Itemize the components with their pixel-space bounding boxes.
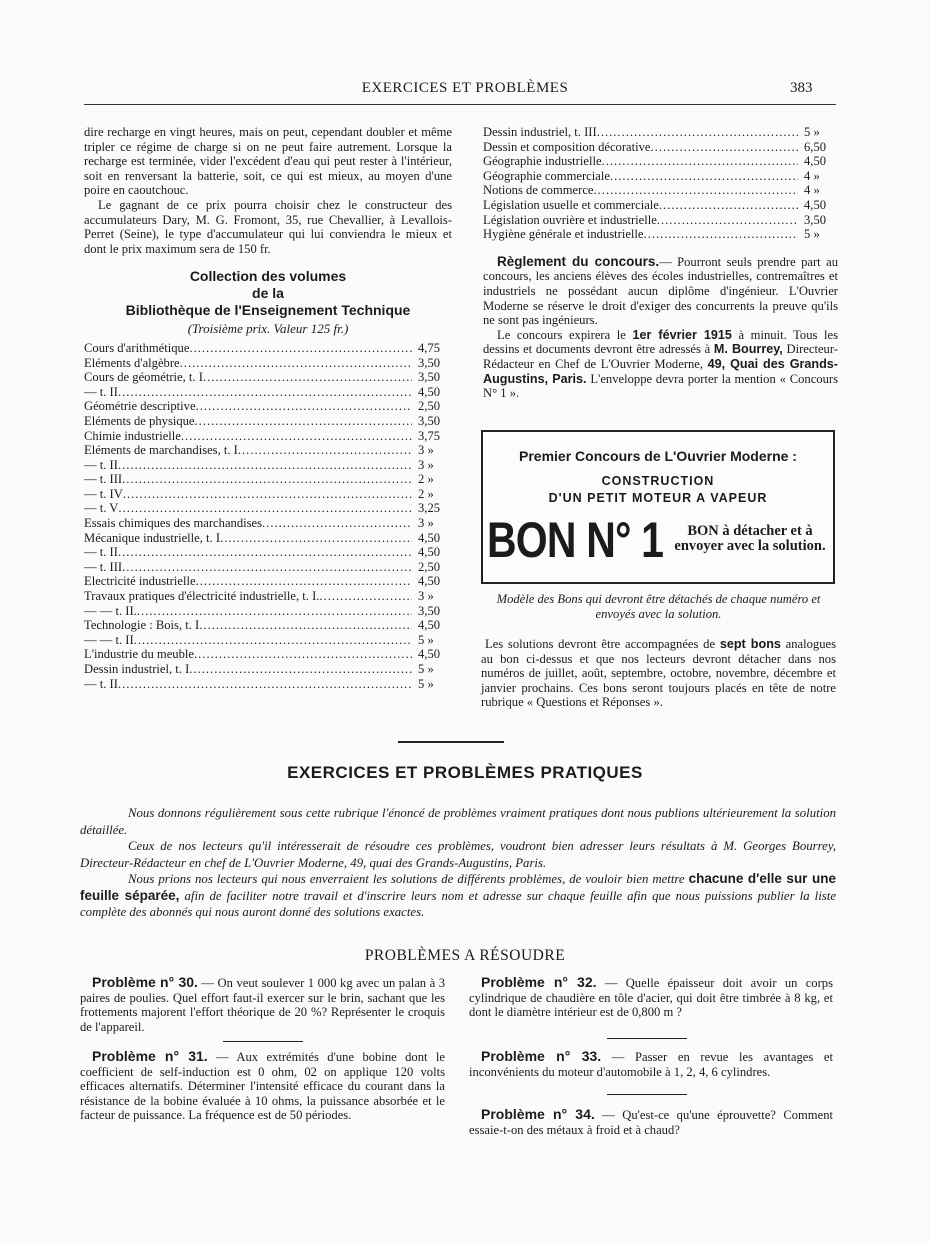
coupon-subtitle-2: D'UN PETIT MOTEUR A VAPEUR [548, 491, 768, 505]
price-list-item [483, 154, 838, 169]
intro-paragraph-3: Nous prions nos lecteurs qui nous enverraient les solutions de différents problèmes, de vouloir bien mettre chacune d'elle sur une feuille séparée, afin de faciliter notre travail et d'inscrire leurs nom et adresse sur chaque feuille afin que nous puissions publier la liste complète des abonnés qui nous auront donné des solutions exactes. [80, 871, 837, 919]
dot-leader [180, 356, 412, 371]
collection-title: Collection des volumes de la Bibliothèque de l'Enseignement Technique [125, 268, 411, 319]
dot-leader [199, 618, 412, 633]
dot-leader [195, 414, 412, 429]
right-column [483, 125, 838, 401]
page-number: 383 [790, 80, 813, 96]
item-title: Eléments d'algèbre [84, 355, 180, 370]
problem-31: Problème n° 31. — Aux extrémités d'une bobine dont le coefficient de self-induction est 0 ohm, 02 on applique 120 volts efficaces alternatifs. Déterminer l'intensité efficace du courant dans la résistance de la bobine évaluée à 10 ohms, la puissance absorbée et le facteur de puissance. La fréquence est de 50 périodes. [80, 1048, 445, 1123]
item-title: — t. III [84, 472, 123, 487]
item-title: Dessin et composition décorative [483, 139, 651, 154]
item-title: — t. IV [84, 486, 123, 501]
problem-divider [223, 1041, 303, 1042]
dot-leader [194, 647, 412, 662]
item-title: Législation usuelle et commerciale [483, 197, 659, 212]
price-list-item [84, 341, 452, 356]
price-list-item [84, 589, 452, 604]
coupon-title: Premier Concours de L'Ouvrier Moderne : [519, 448, 797, 464]
price-list-item [84, 574, 452, 589]
price-list-item [84, 604, 452, 619]
dot-leader [262, 516, 412, 531]
item-price: 5 » [418, 676, 434, 691]
price-list-item [483, 183, 838, 198]
item-price: 5 » [804, 227, 820, 242]
problem-30: Problème n° 30. — On veut soulever 1 000 kg avec un palan à 3 paires de poulies. Quel effort faut-il exercer sur le brin, sachant que les frottements majorent l'effort théorique de 20 %? Représenter le croquis de l'appareil. [80, 974, 445, 1034]
price-list-item [84, 487, 452, 502]
coupon-box [481, 430, 835, 584]
section-intro [80, 805, 836, 921]
dot-leader [189, 662, 412, 677]
price-list-item [84, 399, 452, 414]
right-price-list [483, 125, 838, 242]
item-title: Géographie commerciale [483, 168, 610, 183]
dot-leader [122, 472, 412, 487]
price-list-item [84, 677, 452, 692]
item-price: 3 » [418, 516, 434, 531]
intro-paragraph-2: Ceux de nos lecteurs qu'il intéresserait de résoudre ces problèmes, voudront bien adresser leurs résultats à M. Georges Bourrey, Directeur-Rédacteur en chef de L'Ouvrier Moderne, 49, quai des Grands-Augustins, Paris. [80, 839, 836, 870]
price-list-item [84, 356, 452, 371]
section-title: EXERCICES ET PROBLÈMES PRATIQUES [287, 763, 643, 782]
price-list-item [84, 429, 452, 444]
item-title: Cours d'arithmétique [84, 340, 190, 355]
coupon-detach-text: BON à détacher et à envoyer avec la solution. [674, 523, 826, 554]
item-price: 3,50 [418, 355, 441, 370]
item-title: Notions de commerce [483, 183, 594, 198]
item-price: 4,50 [418, 618, 441, 633]
reglement-title: Règlement du concours. [497, 253, 660, 269]
item-price: 3,50 [418, 370, 441, 385]
price-list-item [483, 140, 838, 155]
item-price: 4,50 [418, 574, 441, 589]
price-list-item [84, 545, 452, 560]
item-title: Dessin industriel, t. I [84, 662, 190, 676]
dot-leader [189, 341, 412, 356]
item-price: 4,50 [418, 384, 441, 399]
reglement-paragraph: Règlement du concours.— Pourront seuls prendre part au concours, les anciens élèves des écoles industrielles, contremaîtres et industriels ne possédant aucun diplôme d'ingénieur. L'Ouvrier Moderne se réserve le droit d'exiger des concurrents la preuve qu'ils ne sont pas ingénieurs. [483, 253, 838, 328]
item-title: Chimie industrielle [84, 428, 181, 443]
dot-leader [659, 198, 798, 213]
price-list-item [84, 531, 452, 546]
dot-leader [238, 443, 412, 458]
item-price: 2,50 [418, 559, 441, 574]
running-header: EXERCICES ET PROBLÈMES [361, 80, 569, 96]
price-list-item [84, 560, 452, 575]
item-price: 3,50 [804, 212, 827, 227]
dot-leader [137, 604, 412, 619]
item-title: — t. II [84, 457, 118, 472]
dot-leader [594, 183, 798, 198]
item-price: 4,50 [418, 530, 441, 545]
dot-leader [602, 154, 798, 169]
dot-leader [644, 227, 798, 242]
price-list-item [84, 458, 452, 473]
item-price: 3,50 [418, 413, 441, 428]
item-title: Mécanique industrielle, t. I [84, 530, 221, 545]
left-paragraph-2: Le gagnant de ce prix pourra choisir chez le constructeur des accumulateurs Dary, M. G. Fromont, 35, rue Chevallier, à Levallois-Perret (Seine), le type d'accumulateur qui lui conviendra le mieux et dont le prix maximum sera de 150 fr. [84, 197, 452, 256]
item-price: 4,50 [418, 545, 441, 560]
dot-leader [118, 677, 412, 692]
item-price: 4,75 [418, 340, 441, 355]
item-title: — — t. II [84, 632, 134, 647]
problem-divider [607, 1038, 687, 1039]
problem-divider [607, 1094, 687, 1095]
dot-leader [122, 560, 412, 575]
dot-leader [196, 399, 412, 414]
item-price: 5 » [418, 632, 434, 647]
item-price: 4 » [804, 168, 820, 183]
section-rule [398, 741, 504, 743]
price-list-item [84, 647, 452, 662]
left-column [84, 125, 452, 691]
item-price: 3 » [418, 457, 434, 472]
item-price: 2 » [418, 486, 434, 501]
problem-32: Problème n° 32. — Quelle épaisseur doit avoir un corps cylindrique de chaudière en tôle d'acier, qui doit être timbrée à 8 kg, et dont le diamètre intérieur est de 0,800 m ? [469, 974, 833, 1020]
left-paragraph-1: dire recharge en vingt heures, mais on peut, cependant doubler et même tripler ce régime de charge si on ne peut faire autrement. Lorsque la recharge est terminée, vider l'excédent d'eau qui peut rester à l'intérieur, soit en renversant la batterie, soit, ce qui est mieux, au moyen d'une poire en caoutchouc. [84, 125, 452, 198]
price-list-item [84, 385, 452, 400]
header-rule [84, 104, 836, 105]
price-list-item [84, 662, 452, 677]
coupon-subtitle-1: CONSTRUCTION [601, 474, 715, 488]
price-list-item [84, 472, 452, 487]
dot-leader [203, 370, 412, 385]
item-price: 3 » [418, 443, 434, 458]
price-list-item [483, 198, 838, 213]
item-title: Géométrie descriptive [84, 399, 196, 414]
price-list-item [84, 370, 452, 385]
item-price: 4,50 [804, 154, 827, 169]
item-title: — — t. II. [84, 603, 137, 618]
expiry-paragraph: Le concours expirera le 1er février 1915 à minuit. Tous les dessins et documents devront être adressés à M. Bourrey, Directeur-Rédacteur en Chef de L'Ouvrier Moderne, 49, Quai des Grands-Augustins, Paris. L'enveloppe devra porter la mention « Concours N° 1 ». [483, 327, 838, 401]
price-list-item [84, 633, 452, 648]
item-title: — t. II [84, 384, 118, 399]
problem-34: Problème n° 34. — Qu'est-ce qu'une éprouvette? Comment essaie-t-on des métaux à froid et à chaud? [469, 1106, 833, 1137]
item-title: — t. III [84, 559, 123, 574]
item-title: Cours de géométrie, t. I [84, 370, 203, 385]
coupon-bon-number: BON N° 1 [487, 512, 664, 568]
dot-leader [220, 531, 412, 546]
item-price: 2,50 [418, 399, 441, 414]
dot-leader [118, 458, 412, 473]
item-price: 4 » [804, 183, 820, 198]
price-list-item [483, 227, 838, 242]
item-price: 3,50 [418, 603, 441, 618]
dot-leader [118, 501, 412, 516]
dot-leader [657, 213, 798, 228]
price-list-item [84, 516, 452, 531]
item-title: Géographie industrielle [483, 154, 602, 169]
price-list-item [483, 169, 838, 184]
dot-leader [118, 385, 412, 400]
item-title: Dessin industriel, t. III [483, 125, 597, 139]
item-title: Technologie : Bois, t. I [84, 618, 200, 633]
item-title: L'industrie du meuble [84, 647, 194, 662]
price-list-item [84, 414, 452, 429]
price-list-item [483, 125, 838, 140]
problem-33: Problème n° 33. — Passer en revue les avantages et inconvénients du moteur d'automobile à 1, 2, 4, 6 cylindres. [469, 1048, 833, 1079]
left-price-list [84, 341, 452, 691]
item-price: 3 » [418, 589, 434, 604]
item-price: 5 » [418, 662, 434, 676]
price-list-item [84, 618, 452, 633]
item-title: Législation ouvrière et industrielle [483, 212, 657, 227]
price-list-item [483, 213, 838, 228]
dot-leader [610, 169, 798, 184]
dot-leader [118, 545, 412, 560]
dot-leader [319, 589, 412, 604]
item-price: 4,50 [418, 647, 441, 662]
price-list-item [84, 501, 452, 516]
dot-leader [651, 140, 798, 155]
item-title: Electricité industrielle [84, 574, 196, 589]
dot-leader [134, 633, 412, 648]
coupon-caption: Modèle des Bons qui devront être détachés de chaque numéro et envoyés avec la solution. [496, 592, 821, 621]
item-title: — t. II [84, 676, 118, 691]
dot-leader [181, 429, 412, 444]
item-title: — t. II [84, 545, 118, 560]
item-price: 3,25 [418, 501, 441, 516]
item-title: — t. V [84, 501, 119, 516]
item-title: Essais chimiques des marchandises [84, 516, 263, 531]
item-price: 3,75 [418, 428, 441, 443]
item-price: 2 » [418, 472, 434, 487]
price-list-item [84, 443, 452, 458]
intro-paragraph-1: Nous donnons régulièrement sous cette rubrique l'énoncé de problèmes vraiment pratiques dont nous publions ultérieurement la solution détaillée. [80, 806, 836, 837]
item-price: 4,50 [804, 197, 827, 212]
item-title: Eléments de physique [84, 413, 195, 428]
item-title: Hygiène générale et industrielle [483, 227, 644, 242]
coupon-note: Les solutions devront être accompagnées de sept bons analogues au bon ci-dessus et que nos lecteurs devront détacher dans nos numéros de juillet, août, septembre, octobre, novembre, décembre et janvier prochains. Ces bons seront toujours placés en tête de notre rubrique « Questions et Réponses ». [481, 637, 836, 710]
item-price: 5 » [804, 125, 820, 139]
item-title: Travaux pratiques d'électricité industrielle, t. I. [84, 589, 320, 604]
dot-leader [196, 574, 412, 589]
dot-leader [597, 125, 798, 140]
collection-subtitle: (Troisième prix. Valeur 125 fr.) [187, 321, 349, 337]
item-title: Eléments de marchandises, t. I [84, 443, 238, 458]
item-price: 6,50 [804, 139, 827, 154]
dot-leader [123, 487, 412, 502]
problems-heading: PROBLÈMES A RÉSOUDRE [364, 947, 566, 964]
